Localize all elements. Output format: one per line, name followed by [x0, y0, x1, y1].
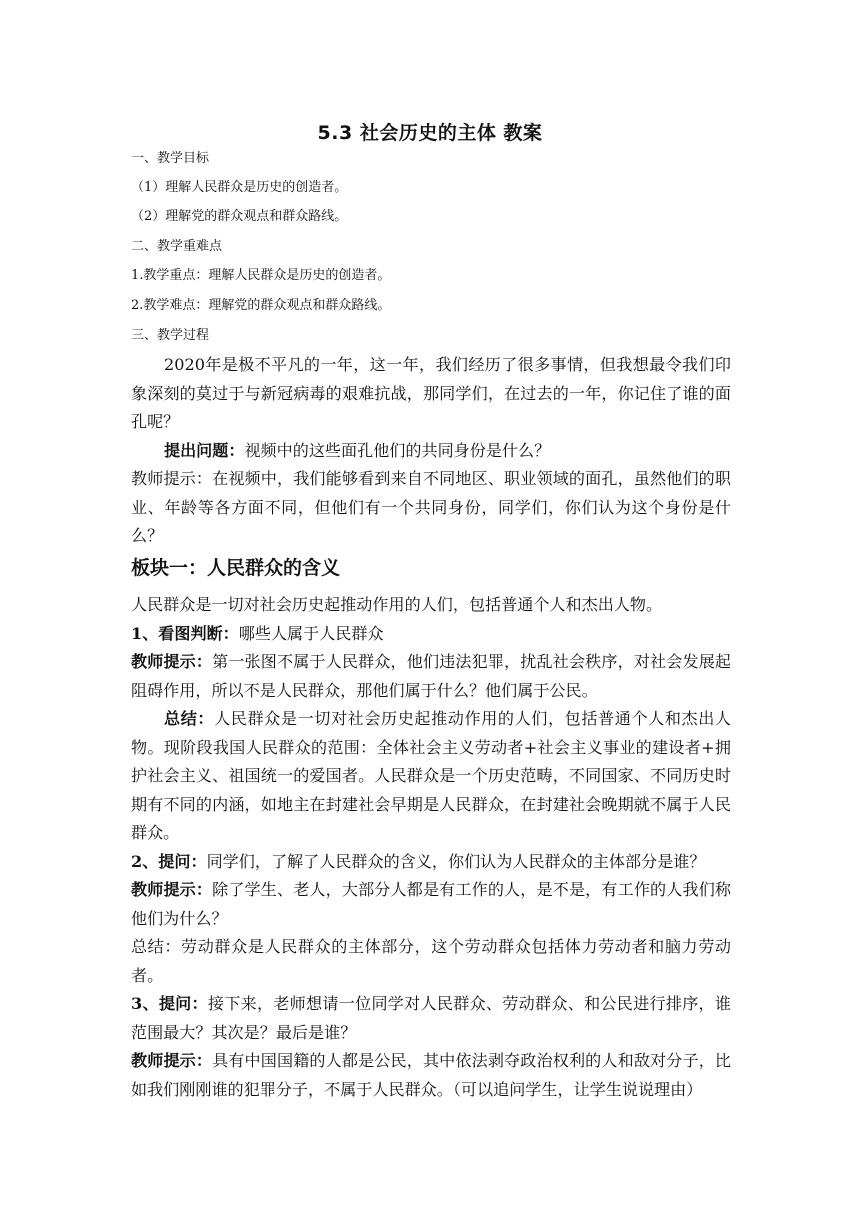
- item1-paragraph: [131, 620, 731, 649]
- item1-text: 哪些人属于人民群众: [238, 623, 384, 643]
- hint3-label: 教师提示：: [131, 1051, 213, 1070]
- teacher-hint-paragraph: 教师提示：在视频中，我们能够看到来自不同地区、职业领域的面孔，虽然他们的职业、年龄等各方面不同，但他们有一个共同身份，同学们，你们认为这个身份是什么？: [131, 469, 731, 545]
- item1-label: 1、看图判断：: [131, 623, 239, 643]
- question-label: 提出问题：: [164, 440, 245, 460]
- outline-heading-3: 三、教学过程: [131, 328, 210, 343]
- item2-paragraph: [131, 848, 731, 877]
- intro-paragraph: 2020年是极不平凡的一年，这一年，我们经历了很多事情，但我想最令我们印象深刻的莫过于与新冠病毒的艰难抗战，那同学们，在过去的一年，你记住了谁的面孔呢？: [131, 355, 731, 431]
- hint1-paragraph: [131, 648, 731, 705]
- question-text: 视频中的这些面孔他们的共同身份是什么？: [244, 440, 551, 460]
- outline-item: 2.教学难点：理解党的群众观点和群众路线。: [131, 298, 391, 313]
- section-heading: 板块一：人民群众的含义: [131, 557, 341, 579]
- item3-label: 3、提问：: [131, 994, 208, 1013]
- outline-item: （1）理解人民群众是历史的创造者。: [131, 180, 348, 195]
- definition-paragraph: 人民群众是一切对社会历史起推动作用的人们，包括普通个人和杰出人物。: [131, 595, 663, 614]
- hint1-text: 第一张图不属于人民群众，他们违法犯罪，扰乱社会秩序，对社会发展起阻碍作用，所以不是人民群众，那他们属于什么？他们属于公民。: [131, 652, 732, 700]
- page-title: 5.3 社会历史的主体 教案: [317, 122, 543, 144]
- section1-block: [131, 591, 731, 1104]
- outline-item: 1.教学重点：理解人民群众是历史的创造者。: [131, 268, 391, 283]
- hint3-text: 具有中国国籍的人都是公民，其中依法剥夺政治权利的人和敌对分子，比如我们刚刚谁的犯罪分子，不属于人民群众。（可以追问学生，让学生说说理由）: [131, 1051, 732, 1099]
- hint2-text: 除了学生、老人，大部分人都是有工作的人，是不是，有工作的人我们称他们为什么？: [131, 880, 732, 928]
- summary1-text: 人民群众是一切对社会历史起推动作用的人们，包括普通个人和杰出人物。现阶段我国人民群众的范围：全体社会主义劳动者+社会主义事业的建设者+拥护社会主义、祖国统一的爱国者。人民群众是一个历史范畴，不同国家、不同历史时期有不同的内涵，如地主在封建社会早期是人民群众，在封建社会晚期就不属于人民群众。: [131, 709, 732, 842]
- item2-text: 同学们，了解了人民群众的含义，你们认为人民群众的主体部分是谁？: [206, 851, 706, 871]
- item2-label: 2、提问：: [131, 851, 207, 871]
- hint1-label: 教师提示：: [131, 652, 213, 671]
- outline-item: （2）理解党的群众观点和群众路线。: [131, 209, 348, 224]
- hint2-paragraph: [131, 876, 731, 933]
- outline-heading-1: 一、教学目标: [131, 151, 210, 166]
- hint2-label: 教师提示：: [131, 880, 213, 899]
- outline-heading-2: 二、教学重难点: [131, 239, 223, 254]
- intro-block: [131, 351, 731, 551]
- summary1-paragraph: [131, 705, 731, 848]
- summary1-label: 总结：: [164, 709, 215, 728]
- hint3-paragraph: [131, 1047, 731, 1104]
- item3-text: 接下来，老师想请一位同学对人民群众、劳动群众、和公民进行排序，谁范围最大？其次是？最后是谁？: [131, 994, 732, 1042]
- summary2-paragraph: 总结：劳动群众是人民群众的主体部分，这个劳动群众包括体力劳动者和脑力劳动者。: [131, 937, 731, 985]
- question-paragraph: [131, 437, 731, 466]
- item3-paragraph: [131, 990, 731, 1047]
